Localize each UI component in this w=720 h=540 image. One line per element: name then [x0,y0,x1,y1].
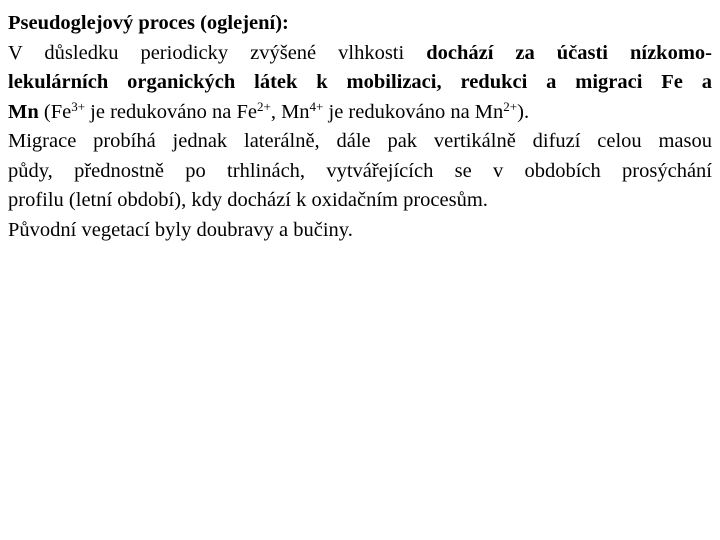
p2-line-3: profilu (letní období), kdy dochází k oxidačním procesům. [8,189,488,211]
paragraph-migration [8,127,712,216]
p1-line-2-bold: lekulárních organických látek k mobilizaci, redukci a migraci Fe a [8,71,712,93]
fe-charge-3: 3+ [71,98,86,114]
mn-charge-4: 4+ [309,98,324,114]
title-text: Pseudoglejový proces (oglejení): [8,12,289,34]
paragraph-vegetation: Původní vegetací byly doubravy a bučiny. [8,218,353,241]
p2-line-1: Migrace probíhá jednak laterálně, dále pak vertikálně difuzí celou masou [8,130,712,152]
paragraph-mobilization [8,39,712,128]
mn-charge-2: 2+ [503,98,518,114]
fe-charge-2: 2+ [256,98,271,114]
p1-line-1-bold: dochází za účasti nízkomo- [426,41,712,64]
reduced-to-fe-text: je redukováno na Fe [85,100,257,123]
p2-line-2: půdy, přednostně po trhlinách, vytvářejících se v obdobích prosýchání [8,159,712,182]
fe-text: (Fe [38,100,72,123]
slide-title [8,9,712,39]
p1-line-1-normal: V důsledku periodicky zvýšené vlhkosti [8,41,427,64]
p1-line-2 [8,68,712,98]
mn-text: , Mn [270,100,310,123]
closing-text: ). [517,100,530,123]
p1-line-3 [8,98,712,128]
mn-label: Mn [8,100,39,123]
p1-line-1 [8,39,712,69]
reduced-to-mn-text: je redukováno na Mn [323,100,504,123]
